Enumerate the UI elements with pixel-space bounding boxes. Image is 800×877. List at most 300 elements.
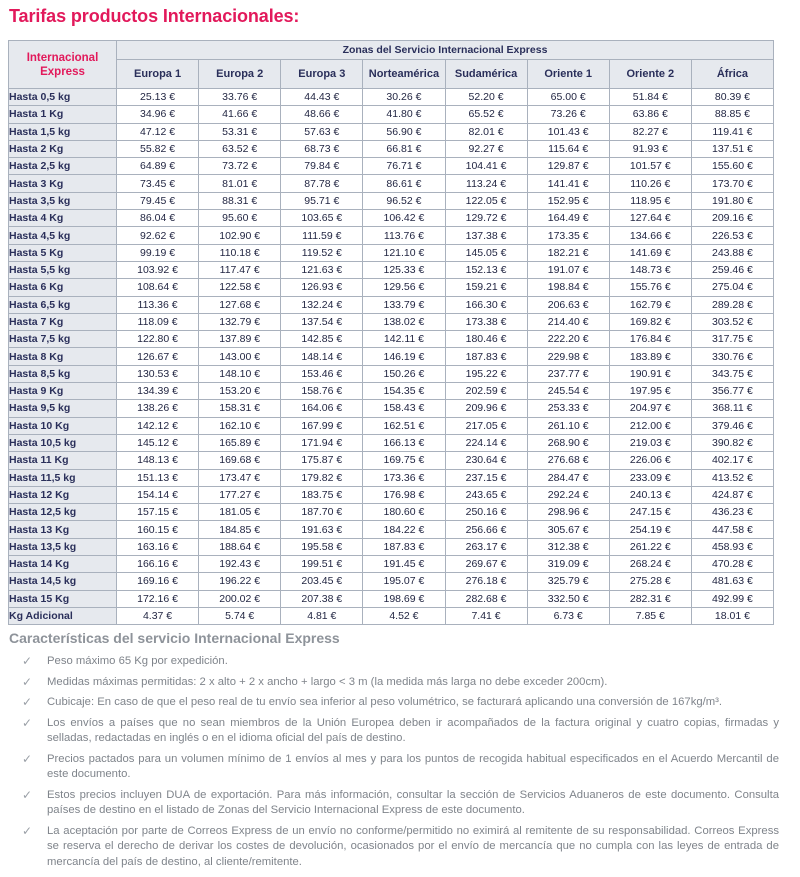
price-cell: 424.87 € xyxy=(691,486,773,503)
zone-column-headers xyxy=(9,60,774,89)
price-cell: 292.24 € xyxy=(527,486,609,503)
price-cell: 41.80 € xyxy=(363,106,445,123)
weight-label: Kg Adicional xyxy=(9,607,117,624)
zone-header: Europa 3 xyxy=(281,60,363,89)
price-cell: 192.43 € xyxy=(199,556,281,573)
price-cell: 298.96 € xyxy=(527,504,609,521)
price-cell: 41.66 € xyxy=(199,106,281,123)
price-cell: 169.82 € xyxy=(609,313,691,330)
zone-header: Norteamérica xyxy=(363,60,445,89)
weight-label: Hasta 14,5 kg xyxy=(9,573,117,590)
price-cell: 122.58 € xyxy=(199,279,281,296)
price-cell: 325.79 € xyxy=(527,573,609,590)
price-cell: 88.31 € xyxy=(199,192,281,209)
price-cell: 154.14 € xyxy=(117,486,199,503)
table-row xyxy=(9,175,774,192)
zone-header: Oriente 1 xyxy=(527,60,609,89)
price-cell: 95.60 € xyxy=(199,210,281,227)
price-cell: 343.75 € xyxy=(691,365,773,382)
price-cell: 117.47 € xyxy=(199,261,281,278)
price-cell: 80.39 € xyxy=(691,89,773,106)
price-cell: 203.45 € xyxy=(281,573,363,590)
price-cell: 129.87 € xyxy=(527,158,609,175)
price-cell: 191.63 € xyxy=(281,521,363,538)
price-cell: 47.12 € xyxy=(117,123,199,140)
price-cell: 256.66 € xyxy=(445,521,527,538)
price-cell: 118.09 € xyxy=(117,313,199,330)
feature-item xyxy=(9,824,779,871)
price-cell: 254.19 € xyxy=(609,521,691,538)
price-cell: 142.85 € xyxy=(281,331,363,348)
price-cell: 118.95 € xyxy=(609,192,691,209)
feature-item xyxy=(9,752,779,783)
price-cell: 226.53 € xyxy=(691,227,773,244)
price-cell: 115.64 € xyxy=(527,140,609,157)
price-cell: 63.86 € xyxy=(609,106,691,123)
table-row xyxy=(9,313,774,330)
price-cell: 155.60 € xyxy=(691,158,773,175)
price-cell: 6.73 € xyxy=(527,607,609,624)
price-cell: 153.46 € xyxy=(281,365,363,382)
weight-label: Hasta 3 Kg xyxy=(9,175,117,192)
price-cell: 127.64 € xyxy=(609,210,691,227)
price-cell: 30.26 € xyxy=(363,89,445,106)
table-row xyxy=(9,192,774,209)
weight-label: Hasta 10 Kg xyxy=(9,417,117,434)
service-name-cell xyxy=(9,41,117,89)
price-cell: 163.16 € xyxy=(117,538,199,555)
price-cell: 245.54 € xyxy=(527,383,609,400)
price-cell: 182.21 € xyxy=(527,244,609,261)
price-cell: 282.68 € xyxy=(445,590,527,607)
table-row xyxy=(9,504,774,521)
rates-table-body xyxy=(9,89,774,625)
weight-label: Hasta 4,5 kg xyxy=(9,227,117,244)
zone-header: Europa 2 xyxy=(199,60,281,89)
feature-item xyxy=(9,716,779,747)
table-row xyxy=(9,365,774,382)
price-cell: 184.85 € xyxy=(199,521,281,538)
weight-label: Hasta 13 Kg xyxy=(9,521,117,538)
checkmark-icon: ✓ xyxy=(22,823,33,838)
price-cell: 175.87 € xyxy=(281,452,363,469)
weight-label: Hasta 12 Kg xyxy=(9,486,117,503)
price-cell: 229.98 € xyxy=(527,348,609,365)
price-cell: 206.63 € xyxy=(527,296,609,313)
price-cell: 55.82 € xyxy=(117,140,199,157)
price-cell: 269.67 € xyxy=(445,556,527,573)
price-cell: 188.64 € xyxy=(199,538,281,555)
price-cell: 237.15 € xyxy=(445,469,527,486)
checkmark-icon: ✓ xyxy=(22,751,33,766)
table-row xyxy=(9,331,774,348)
price-cell: 65.52 € xyxy=(445,106,527,123)
price-cell: 122.05 € xyxy=(445,192,527,209)
price-cell: 126.93 € xyxy=(281,279,363,296)
price-cell: 106.42 € xyxy=(363,210,445,227)
page-title: Tarifas productos Internacionales: xyxy=(9,6,300,26)
price-cell: 222.20 € xyxy=(527,331,609,348)
price-cell: 121.63 € xyxy=(281,261,363,278)
price-cell: 25.13 € xyxy=(117,89,199,106)
price-cell: 219.03 € xyxy=(609,434,691,451)
price-cell: 199.51 € xyxy=(281,556,363,573)
feature-item xyxy=(9,675,779,691)
price-cell: 173.35 € xyxy=(527,227,609,244)
price-cell: 113.24 € xyxy=(445,175,527,192)
weight-label: Hasta 13,5 kg xyxy=(9,538,117,555)
price-cell: 195.22 € xyxy=(445,365,527,382)
table-row xyxy=(9,486,774,503)
checkmark-icon: ✓ xyxy=(22,787,33,802)
checkmark-icon: ✓ xyxy=(22,674,33,689)
price-cell: 146.19 € xyxy=(363,348,445,365)
price-cell: 145.12 € xyxy=(117,434,199,451)
price-cell: 492.99 € xyxy=(691,590,773,607)
table-row xyxy=(9,434,774,451)
table-row xyxy=(9,261,774,278)
weight-label: Hasta 7,5 kg xyxy=(9,331,117,348)
price-cell: 82.01 € xyxy=(445,123,527,140)
price-cell: 68.73 € xyxy=(281,140,363,157)
price-cell: 458.93 € xyxy=(691,538,773,555)
price-cell: 148.14 € xyxy=(281,348,363,365)
weight-label: Hasta 2,5 kg xyxy=(9,158,117,175)
weight-label: Hasta 10,5 kg xyxy=(9,434,117,451)
price-cell: 92.62 € xyxy=(117,227,199,244)
price-cell: 226.06 € xyxy=(609,452,691,469)
weight-label: Hasta 1 Kg xyxy=(9,106,117,123)
price-cell: 173.36 € xyxy=(363,469,445,486)
table-row xyxy=(9,89,774,106)
price-cell: 250.16 € xyxy=(445,504,527,521)
price-cell: 137.38 € xyxy=(445,227,527,244)
price-cell: 86.61 € xyxy=(363,175,445,192)
price-cell: 138.26 € xyxy=(117,400,199,417)
price-cell: 111.59 € xyxy=(281,227,363,244)
price-cell: 166.30 € xyxy=(445,296,527,313)
price-cell: 276.18 € xyxy=(445,573,527,590)
price-cell: 368.11 € xyxy=(691,400,773,417)
price-cell: 303.52 € xyxy=(691,313,773,330)
weight-label: Hasta 6,5 kg xyxy=(9,296,117,313)
price-cell: 187.70 € xyxy=(281,504,363,521)
table-row xyxy=(9,452,774,469)
price-cell: 356.77 € xyxy=(691,383,773,400)
price-cell: 141.69 € xyxy=(609,244,691,261)
price-cell: 305.67 € xyxy=(527,521,609,538)
weight-label: Hasta 6 Kg xyxy=(9,279,117,296)
weight-label: Hasta 2 Kg xyxy=(9,140,117,157)
weight-label: Hasta 3,5 kg xyxy=(9,192,117,209)
table-row xyxy=(9,348,774,365)
table-row xyxy=(9,400,774,417)
weight-label: Hasta 8 Kg xyxy=(9,348,117,365)
table-row xyxy=(9,158,774,175)
price-cell: 276.68 € xyxy=(527,452,609,469)
price-cell: 169.75 € xyxy=(363,452,445,469)
price-cell: 275.04 € xyxy=(691,279,773,296)
table-row xyxy=(9,383,774,400)
price-cell: 152.95 € xyxy=(527,192,609,209)
price-cell: 169.68 € xyxy=(199,452,281,469)
weight-label: Hasta 11 Kg xyxy=(9,452,117,469)
price-cell: 103.65 € xyxy=(281,210,363,227)
weight-label: Hasta 7 Kg xyxy=(9,313,117,330)
feature-text: Cubicaje: En caso de que el peso real de tu envío sea inferior al peso volumétrico, se facturará aplicando una conversión de 167kg/m³. xyxy=(47,696,723,708)
price-cell: 143.00 € xyxy=(199,348,281,365)
price-cell: 240.13 € xyxy=(609,486,691,503)
price-cell: 162.79 € xyxy=(609,296,691,313)
price-cell: 167.99 € xyxy=(281,417,363,434)
price-cell: 183.89 € xyxy=(609,348,691,365)
price-cell: 73.26 € xyxy=(527,106,609,123)
price-cell: 253.33 € xyxy=(527,400,609,417)
price-cell: 150.26 € xyxy=(363,365,445,382)
price-cell: 180.46 € xyxy=(445,331,527,348)
price-cell: 169.16 € xyxy=(117,573,199,590)
price-cell: 104.41 € xyxy=(445,158,527,175)
price-cell: 76.71 € xyxy=(363,158,445,175)
table-row xyxy=(9,244,774,261)
price-cell: 176.84 € xyxy=(609,331,691,348)
price-cell: 152.13 € xyxy=(445,261,527,278)
price-cell: 173.70 € xyxy=(691,175,773,192)
price-cell: 282.31 € xyxy=(609,590,691,607)
features-section xyxy=(9,630,779,875)
price-cell: 129.56 € xyxy=(363,279,445,296)
price-cell: 154.35 € xyxy=(363,383,445,400)
weight-label: Hasta 9 Kg xyxy=(9,383,117,400)
weight-label: Hasta 5,5 kg xyxy=(9,261,117,278)
price-cell: 243.88 € xyxy=(691,244,773,261)
price-cell: 190.91 € xyxy=(609,365,691,382)
price-cell: 470.28 € xyxy=(691,556,773,573)
price-cell: 102.90 € xyxy=(199,227,281,244)
price-cell: 200.02 € xyxy=(199,590,281,607)
price-cell: 164.06 € xyxy=(281,400,363,417)
rates-table xyxy=(8,40,774,625)
price-cell: 132.24 € xyxy=(281,296,363,313)
service-name-line1: Internacional xyxy=(26,51,99,64)
price-cell: 96.52 € xyxy=(363,192,445,209)
price-cell: 171.94 € xyxy=(281,434,363,451)
price-cell: 187.83 € xyxy=(363,538,445,555)
price-cell: 113.76 € xyxy=(363,227,445,244)
price-cell: 110.18 € xyxy=(199,244,281,261)
table-row xyxy=(9,296,774,313)
price-cell: 132.79 € xyxy=(199,313,281,330)
price-cell: 172.16 € xyxy=(117,590,199,607)
weight-label: Hasta 12,5 kg xyxy=(9,504,117,521)
zones-header-row xyxy=(9,41,774,60)
feature-text: Precios pactados para un volumen mínimo de 1 envíos al mes y para los puntos de recogida habitual especificados en el Acuerdo Mercantil de este documento. xyxy=(47,752,779,780)
price-cell: 275.28 € xyxy=(609,573,691,590)
feature-item xyxy=(9,695,779,711)
weight-label: Hasta 5 Kg xyxy=(9,244,117,261)
table-row xyxy=(9,538,774,555)
price-cell: 151.13 € xyxy=(117,469,199,486)
price-cell: 158.43 € xyxy=(363,400,445,417)
price-cell: 101.43 € xyxy=(527,123,609,140)
price-cell: 148.73 € xyxy=(609,261,691,278)
table-row xyxy=(9,573,774,590)
weight-label: Hasta 9,5 kg xyxy=(9,400,117,417)
table-row xyxy=(9,227,774,244)
price-cell: 212.00 € xyxy=(609,417,691,434)
price-cell: 162.10 € xyxy=(199,417,281,434)
price-cell: 145.05 € xyxy=(445,244,527,261)
price-cell: 237.77 € xyxy=(527,365,609,382)
price-cell: 148.13 € xyxy=(117,452,199,469)
price-cell: 126.67 € xyxy=(117,348,199,365)
price-cell: 82.27 € xyxy=(609,123,691,140)
features-list xyxy=(9,654,779,870)
weight-label: Hasta 14 Kg xyxy=(9,556,117,573)
feature-item xyxy=(9,654,779,670)
price-cell: 153.20 € xyxy=(199,383,281,400)
price-cell: 66.81 € xyxy=(363,140,445,157)
feature-text: Estos precios incluyen DUA de exportación. Para más información, consultar la sección de Servicios Aduaneros de este documento. Consulta países de destino en el listado de Zonas del Servicio Internacional Express de este documento. xyxy=(47,788,779,816)
price-cell: 204.97 € xyxy=(609,400,691,417)
price-cell: 108.64 € xyxy=(117,279,199,296)
price-cell: 447.58 € xyxy=(691,521,773,538)
price-cell: 259.46 € xyxy=(691,261,773,278)
table-row xyxy=(9,210,774,227)
price-cell: 207.38 € xyxy=(281,590,363,607)
price-cell: 247.15 € xyxy=(609,504,691,521)
price-cell: 165.89 € xyxy=(199,434,281,451)
price-cell: 268.90 € xyxy=(527,434,609,451)
price-cell: 180.60 € xyxy=(363,504,445,521)
price-cell: 158.31 € xyxy=(199,400,281,417)
price-cell: 99.19 € xyxy=(117,244,199,261)
table-row xyxy=(9,469,774,486)
feature-text: Peso máximo 65 Kg por expedición. xyxy=(47,655,228,667)
price-cell: 52.20 € xyxy=(445,89,527,106)
price-cell: 148.10 € xyxy=(199,365,281,382)
price-cell: 125.33 € xyxy=(363,261,445,278)
price-cell: 196.22 € xyxy=(199,573,281,590)
price-cell: 142.12 € xyxy=(117,417,199,434)
price-cell: 130.53 € xyxy=(117,365,199,382)
price-cell: 195.58 € xyxy=(281,538,363,555)
price-cell: 119.52 € xyxy=(281,244,363,261)
zone-header: Oriente 2 xyxy=(609,60,691,89)
price-cell: 103.92 € xyxy=(117,261,199,278)
price-cell: 390.82 € xyxy=(691,434,773,451)
price-cell: 436.23 € xyxy=(691,504,773,521)
price-cell: 51.84 € xyxy=(609,89,691,106)
table-row xyxy=(9,556,774,573)
price-cell: 413.52 € xyxy=(691,469,773,486)
price-cell: 91.93 € xyxy=(609,140,691,157)
price-cell: 166.16 € xyxy=(117,556,199,573)
price-cell: 81.01 € xyxy=(199,175,281,192)
price-cell: 5.74 € xyxy=(199,607,281,624)
price-cell: 183.75 € xyxy=(281,486,363,503)
price-cell: 233.09 € xyxy=(609,469,691,486)
zone-header: Europa 1 xyxy=(117,60,199,89)
weight-label: Hasta 0,5 kg xyxy=(9,89,117,106)
table-row xyxy=(9,140,774,157)
price-cell: 73.45 € xyxy=(117,175,199,192)
price-cell: 319.09 € xyxy=(527,556,609,573)
price-cell: 137.54 € xyxy=(281,313,363,330)
price-cell: 63.52 € xyxy=(199,140,281,157)
price-cell: 181.05 € xyxy=(199,504,281,521)
table-row xyxy=(9,279,774,296)
price-cell: 34.96 € xyxy=(117,106,199,123)
price-cell: 191.45 € xyxy=(363,556,445,573)
price-cell: 142.11 € xyxy=(363,331,445,348)
price-cell: 202.59 € xyxy=(445,383,527,400)
price-cell: 160.15 € xyxy=(117,521,199,538)
price-cell: 134.66 € xyxy=(609,227,691,244)
price-cell: 187.83 € xyxy=(445,348,527,365)
table-row xyxy=(9,521,774,538)
price-cell: 261.10 € xyxy=(527,417,609,434)
weight-label: Hasta 1,5 kg xyxy=(9,123,117,140)
price-cell: 121.10 € xyxy=(363,244,445,261)
price-cell: 217.05 € xyxy=(445,417,527,434)
price-cell: 92.27 € xyxy=(445,140,527,157)
price-cell: 179.82 € xyxy=(281,469,363,486)
price-cell: 137.51 € xyxy=(691,140,773,157)
feature-text: Los envíos a países que no sean miembros de la Unión Europea deben ir acompañados de la factura original y cuatro copias, firmadas y selladas, redactadas en inglés o en el idioma oficial del país de destino. xyxy=(47,716,779,744)
price-cell: 44.43 € xyxy=(281,89,363,106)
price-cell: 173.47 € xyxy=(199,469,281,486)
price-cell: 197.95 € xyxy=(609,383,691,400)
price-cell: 402.17 € xyxy=(691,452,773,469)
price-cell: 138.02 € xyxy=(363,313,445,330)
price-cell: 122.80 € xyxy=(117,331,199,348)
price-cell: 289.28 € xyxy=(691,296,773,313)
price-cell: 162.51 € xyxy=(363,417,445,434)
price-cell: 127.68 € xyxy=(199,296,281,313)
price-cell: 312.38 € xyxy=(527,538,609,555)
service-name-line2: Express xyxy=(40,65,85,78)
feature-item xyxy=(9,788,779,819)
price-cell: 330.76 € xyxy=(691,348,773,365)
checkmark-icon: ✓ xyxy=(22,715,33,730)
price-cell: 110.26 € xyxy=(609,175,691,192)
features-title: Características del servicio Internacional Express xyxy=(9,630,340,646)
price-cell: 177.27 € xyxy=(199,486,281,503)
table-row xyxy=(9,607,774,624)
price-cell: 137.89 € xyxy=(199,331,281,348)
price-cell: 48.66 € xyxy=(281,106,363,123)
price-cell: 4.37 € xyxy=(117,607,199,624)
price-cell: 18.01 € xyxy=(691,607,773,624)
price-cell: 64.89 € xyxy=(117,158,199,175)
price-cell: 379.46 € xyxy=(691,417,773,434)
price-cell: 481.63 € xyxy=(691,573,773,590)
table-row xyxy=(9,590,774,607)
price-cell: 268.24 € xyxy=(609,556,691,573)
price-cell: 134.39 € xyxy=(117,383,199,400)
price-cell: 159.21 € xyxy=(445,279,527,296)
price-cell: 166.13 € xyxy=(363,434,445,451)
price-cell: 176.98 € xyxy=(363,486,445,503)
price-cell: 214.40 € xyxy=(527,313,609,330)
weight-label: Hasta 11,5 kg xyxy=(9,469,117,486)
price-cell: 113.36 € xyxy=(117,296,199,313)
price-cell: 79.84 € xyxy=(281,158,363,175)
feature-text: Medidas máximas permitidas: 2 x alto + 2 x ancho + largo < 3 m (la medida más larga no debe exceder 200cm). xyxy=(47,675,608,688)
price-cell: 4.81 € xyxy=(281,607,363,624)
weight-label: Hasta 15 Kg xyxy=(9,590,117,607)
